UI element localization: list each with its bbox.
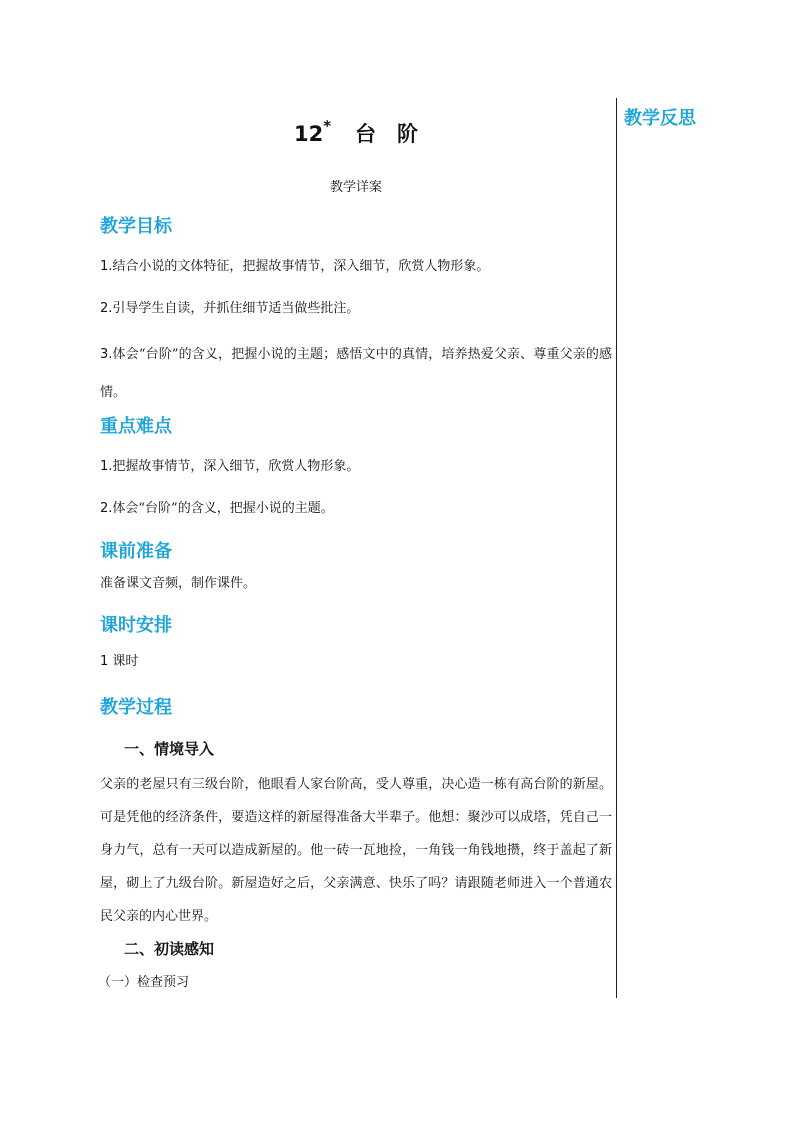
schedule-text (100, 647, 612, 677)
intro-paragraph: 父亲的老屋只有三级台阶，他眼看人家台阶高，受人尊重，决心造一栋有高台阶的新屋。可是凭他的经济条件，要造这样的新屋得准备大半辈子。他想：聚沙可以成塔，凭自己一身力气，总有一天可以造成新屋的。他一砖一瓦地捡，一角钱一角钱地攒，终于盖起了新屋，砌上了九级台阶。新屋造好之后，父亲满意、快乐了吗？请跟随老师进入一个普通农民父亲的内心世界。 (100, 777, 612, 924)
objective-item-2-num: 2. (100, 301, 113, 316)
schedule-unit: 课时 (108, 654, 139, 669)
objectives-heading: 教学目标 (100, 216, 172, 237)
key-point-item-1 (100, 452, 612, 482)
key-points-heading: 重点难点 (100, 416, 172, 437)
margin-divider-line (616, 98, 617, 998)
key-point-item-2-num: 2. (100, 501, 113, 516)
schedule-num: 1 (100, 654, 109, 669)
intro-heading: 一、情境导入 (124, 740, 215, 758)
key-point-item-1-text: 把握故事情节，深入细节，欣赏人物形象。 (112, 459, 360, 474)
schedule-heading: 课时安排 (100, 615, 172, 636)
objective-item-3-text: 体会“台阶”的含义，把握小说的主题；感悟文中的真情，培养热爱父亲、尊重父亲的感情。 (100, 347, 612, 400)
reflection-heading: 教学反思 (624, 108, 696, 129)
objective-item-3 (100, 336, 612, 412)
lesson-title-text: 台 阶 (355, 122, 419, 146)
lesson-number: 12 (293, 122, 324, 146)
process-heading: 教学过程 (100, 697, 172, 718)
first-reading-heading: 二、初读感知 (124, 940, 215, 958)
lesson-plan-body (100, 0, 612, 1131)
preparation-heading: 课前准备 (100, 541, 172, 562)
lesson-subtitle: 教学详案 (329, 180, 382, 195)
objective-item-3-num: 3. (100, 347, 113, 362)
objective-item-1 (100, 252, 612, 282)
objective-item-2 (100, 294, 612, 324)
objective-item-2-text: 引导学生自读，并抓住细节适当做些批注。 (112, 301, 360, 316)
objective-item-1-num: 1. (100, 259, 113, 274)
key-point-item-2-text: 体会“台阶”的含义，把握小说的主题。 (112, 501, 334, 516)
lesson-star: * (323, 117, 332, 135)
preparation-text: 准备课文音频，制作课件。 (100, 576, 257, 591)
key-point-item-2 (100, 494, 612, 524)
preview-check-label: （一）检查预习 (98, 975, 190, 990)
key-point-item-1-num: 1. (100, 459, 113, 474)
objective-item-1-text: 结合小说的文体特征，把握故事情节，深入细节，欣赏人物形象。 (112, 259, 490, 274)
lesson-title (100, 118, 612, 148)
